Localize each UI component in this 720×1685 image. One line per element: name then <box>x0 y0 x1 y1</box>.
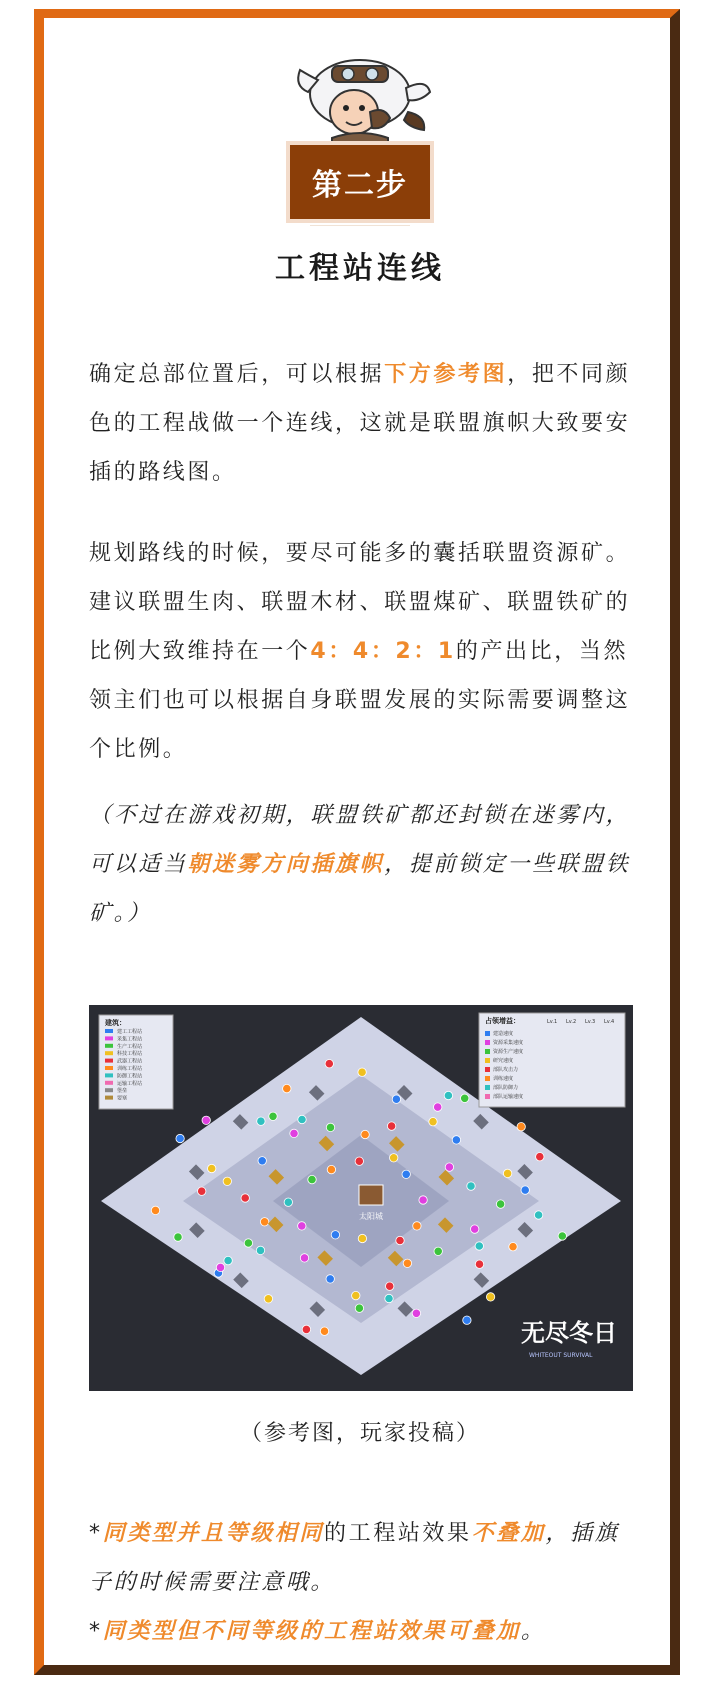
note2-after: 。 <box>520 1619 546 1644</box>
legend-swatch <box>105 1051 113 1055</box>
legend-item-label: 要塞 <box>117 1095 128 1102</box>
badge-divider <box>310 225 410 226</box>
buff-swatch <box>485 1094 490 1099</box>
map-station-dot <box>174 1233 182 1241</box>
para3-text-after: ，提前锁定一些联盟铁矿。） <box>89 852 631 926</box>
note1-highlight-1: 同类型并且等级相同 <box>102 1521 325 1546</box>
buff-swatch <box>485 1049 490 1054</box>
map-station-dot <box>358 1234 366 1242</box>
map-station-dot <box>284 1198 292 1206</box>
game-logo-sub: WHITEOUT SURVIVAL <box>529 1352 593 1359</box>
note1-prefix: * <box>89 1521 103 1546</box>
legend-swatch <box>105 1066 113 1070</box>
note1-after: ，插旗子的时候需要注意哦。 <box>89 1521 620 1595</box>
map-station-dot <box>536 1153 544 1161</box>
map-station-dot <box>326 1123 334 1131</box>
buff-column-header: Lv.4 <box>604 1019 615 1025</box>
legend-item-label: 采集工程站 <box>117 1036 143 1043</box>
buff-row-label: 训练速度 <box>493 1076 514 1082</box>
note-same-level <box>89 1509 633 1607</box>
legend-swatch <box>105 1096 113 1100</box>
buff-swatch <box>485 1067 490 1072</box>
paragraph-fog-tip <box>89 791 633 938</box>
note2-highlight: 同类型但不同等级的工程站效果可叠加 <box>102 1619 521 1644</box>
map-station-dot <box>202 1116 210 1124</box>
legend-swatch <box>105 1088 113 1092</box>
map-station-dot <box>258 1157 266 1165</box>
map-station-dot <box>223 1177 231 1185</box>
legend-swatch <box>105 1036 113 1040</box>
map-station-dot <box>509 1243 517 1251</box>
note1-middle: 的工程站效果 <box>324 1521 472 1546</box>
map-station-dot <box>463 1316 471 1324</box>
map-station-dot <box>283 1084 291 1092</box>
map-station-dot <box>244 1239 252 1247</box>
map-station-dot <box>402 1170 410 1178</box>
map-station-dot <box>298 1115 306 1123</box>
map-station-dot <box>302 1325 310 1333</box>
buff-column-header: Lv.3 <box>585 1019 596 1025</box>
buff-column-header: Lv.2 <box>566 1019 577 1025</box>
mascot-illustration <box>288 52 433 150</box>
buff-row-label: 建造速度 <box>493 1031 514 1037</box>
map-station-dot <box>434 1103 442 1111</box>
legend-swatch <box>105 1029 113 1033</box>
legend-item-label: 堡垒 <box>117 1088 128 1095</box>
buff-row-label: 部队攻击力 <box>493 1067 519 1073</box>
map-station-dot <box>216 1263 224 1271</box>
map-station-dot <box>326 1275 334 1283</box>
map-station-dot <box>327 1165 335 1173</box>
map-station-dot <box>392 1095 400 1103</box>
image-caption: （参考图，玩家投稿） <box>239 1421 480 1446</box>
map-station-dot <box>208 1164 216 1172</box>
map-station-dot <box>412 1309 420 1317</box>
legend-item-label: 建工工程站 <box>117 1029 143 1035</box>
buff-swatch <box>485 1076 490 1081</box>
para1-text-after: ，把不同颜色的工程战做一个连线，这就是联盟旗帜大致要安插的路线图。 <box>89 362 631 485</box>
legend-swatch <box>105 1073 113 1077</box>
para2-text-before: 规划路线的时候，要尽可能多的囊括联盟资源矿。建议联盟生肉、联盟木材、联盟煤矿、联盟铁矿的比例大致维持在一个 <box>89 541 631 664</box>
map-station-dot <box>355 1304 363 1312</box>
buff-row-label: 部队运输速度 <box>493 1094 524 1100</box>
legend-swatch <box>105 1081 113 1085</box>
map-station-dot <box>444 1091 452 1099</box>
legend-item-label: 武器工程站 <box>117 1058 143 1065</box>
map-station-dot <box>151 1206 159 1214</box>
map-station-dot <box>387 1122 395 1130</box>
map-station-dot <box>361 1130 369 1138</box>
map-station-dot <box>256 1246 264 1254</box>
buff-swatch <box>485 1040 490 1045</box>
map-station-dot <box>403 1259 411 1267</box>
legend-item-label: 防御工程站 <box>117 1073 143 1080</box>
map-station-dot <box>355 1157 363 1165</box>
buff-column-header: Lv.1 <box>547 1019 558 1025</box>
map-station-dot <box>419 1196 427 1204</box>
note1-highlight-2: 不叠加 <box>471 1521 546 1546</box>
map-station-dot <box>413 1222 421 1230</box>
legend-title: 建筑： <box>105 1019 126 1027</box>
map-station-dot <box>467 1182 475 1190</box>
reference-map-image <box>89 1005 633 1391</box>
map-station-dot <box>331 1231 339 1239</box>
para1-text-before: 确定总部位置后，可以根据 <box>89 362 385 387</box>
paragraph-route-intro <box>89 350 633 497</box>
map-station-dot <box>475 1242 483 1250</box>
para1-highlight: 下方参考图 <box>384 362 508 387</box>
map-station-dot <box>269 1112 277 1120</box>
legend-item-label: 训练工程站 <box>117 1066 143 1072</box>
map-station-dot <box>517 1123 525 1131</box>
legend-item-label: 科技工程站 <box>117 1051 143 1058</box>
map-station-dot <box>386 1282 394 1290</box>
step-label: 第二步 <box>290 145 430 219</box>
map-station-dot <box>198 1187 206 1195</box>
para2-text-after: 的产出比，当然领主们也可以根据自身联盟发展的实际需要调整这个比例。 <box>89 639 631 762</box>
buff-title: 占领增益： <box>485 1017 520 1025</box>
buff-swatch <box>485 1031 490 1036</box>
map-station-dot <box>257 1117 265 1125</box>
map-station-dot <box>558 1232 566 1240</box>
map-station-dot <box>452 1136 460 1144</box>
map-station-dot <box>320 1327 328 1335</box>
map-station-dot <box>475 1260 483 1268</box>
note-different-level <box>89 1607 633 1656</box>
map-station-dot <box>308 1175 316 1183</box>
para3-text-before: （不过在游戏初期，联盟铁矿都还封锁在迷雾内，可以适当 <box>89 803 631 877</box>
map-station-dot <box>390 1154 398 1162</box>
map-station-dot <box>176 1134 184 1142</box>
buff-row-label: 研究速度 <box>493 1058 514 1064</box>
buff-row-label: 资源采集速度 <box>493 1040 524 1046</box>
map-station-dot <box>298 1222 306 1230</box>
map-station-dot <box>471 1225 479 1233</box>
map-station-dot <box>290 1129 298 1137</box>
ratio-highlight: 4：4：2：1 <box>310 639 456 664</box>
map-station-dot <box>434 1247 442 1255</box>
legend-swatch <box>105 1059 113 1063</box>
map-station-dot <box>396 1236 404 1244</box>
map-station-dot <box>385 1294 393 1302</box>
note2-prefix: * <box>89 1619 103 1644</box>
map-station-dot <box>486 1293 494 1301</box>
map-station-dot <box>461 1094 469 1102</box>
map-station-dot <box>521 1186 529 1194</box>
map-station-dot <box>534 1211 542 1219</box>
map-station-dot <box>260 1218 268 1226</box>
map-station-dot <box>224 1256 232 1264</box>
buff-row-label: 部队防御力 <box>493 1085 519 1091</box>
step-badge <box>286 141 434 223</box>
map-station-dot <box>352 1291 360 1299</box>
legend-item-label: 生产工程站 <box>117 1043 143 1050</box>
paragraph-resource-ratio <box>89 529 633 774</box>
map-station-dot <box>445 1163 453 1171</box>
buff-swatch <box>485 1085 490 1090</box>
map-station-dot <box>496 1200 504 1208</box>
map-station-dot <box>264 1295 272 1303</box>
map-station-dot <box>241 1194 249 1202</box>
map-station-dot <box>300 1254 308 1262</box>
buff-row-label: 资源生产速度 <box>493 1049 524 1055</box>
buff-swatch <box>485 1058 490 1063</box>
legend-item-label: 运输工程站 <box>117 1080 143 1087</box>
center-label: 太阳城 <box>359 1212 383 1221</box>
para3-highlight: 朝迷雾方向插旗帜 <box>187 852 385 877</box>
section-heading: 工程站连线 <box>275 251 445 286</box>
sun-city-icon <box>359 1185 383 1205</box>
map-station-dot <box>358 1068 366 1076</box>
map-station-dot <box>325 1060 333 1068</box>
game-logo: 无尽冬日 <box>521 1319 617 1347</box>
map-station-dot <box>503 1169 511 1177</box>
legend-swatch <box>105 1044 113 1048</box>
map-station-dot <box>429 1118 437 1126</box>
